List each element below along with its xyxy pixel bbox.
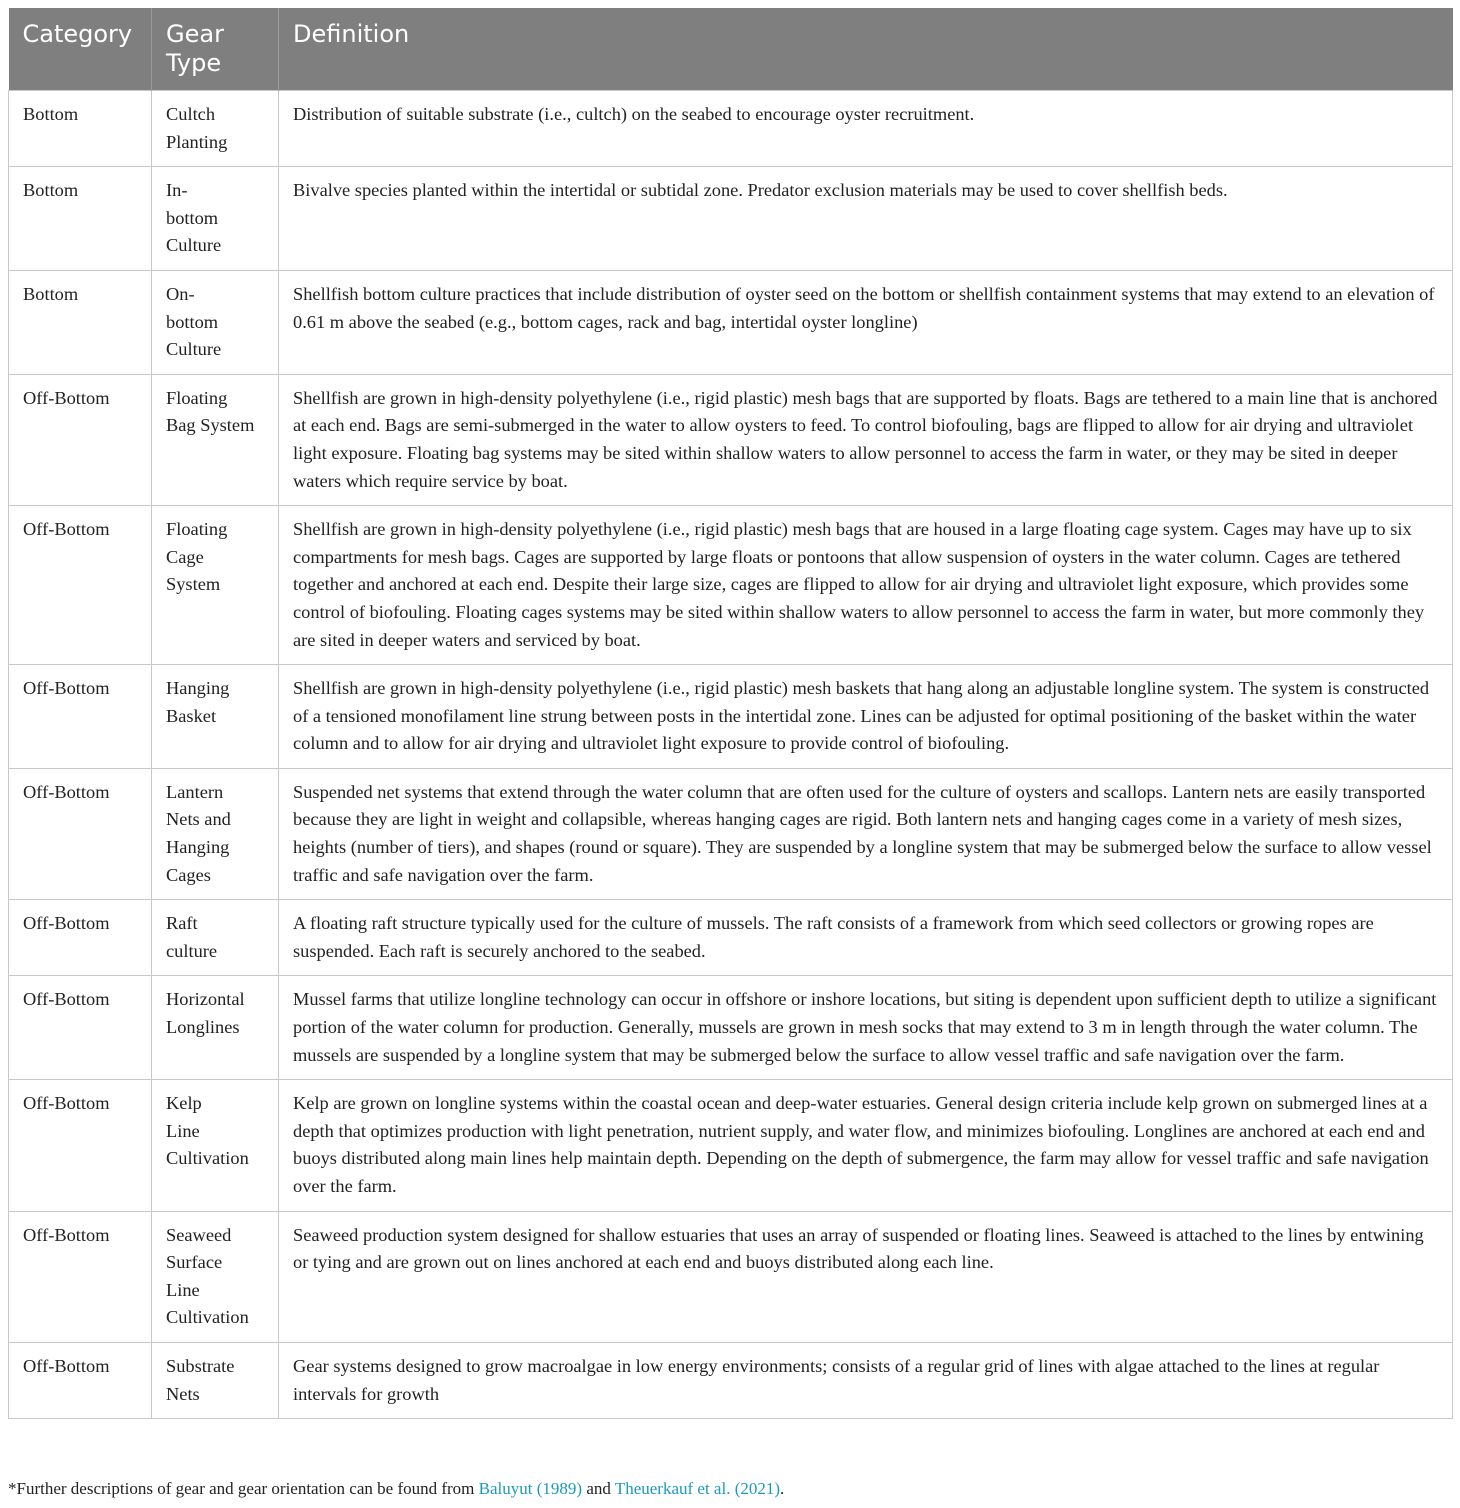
gear-type-table-container — [8, 8, 1452, 1419]
table-row — [9, 506, 1453, 665]
cell-definition: Bivalve species planted within the intertidal or subtidal zone. Predator exclusion materials may be used to cover shellfish beds. — [279, 167, 1453, 271]
table-row — [9, 900, 1453, 976]
cell-gear-type: Hanging Basket — [152, 665, 279, 769]
cell-definition: A floating raft structure typically used for the culture of mussels. The raft consists of a framework from which seed collectors or growing ropes are suspended. Each raft is securely anchored to the seabed. — [279, 900, 1453, 976]
cell-definition: Mussel farms that utilize longline technology can occur in offshore or inshore locations, but siting is dependent upon sufficient depth to utilize a significant portion of the water column for production. Generally, mussels are grown in mesh socks that may extend to 3 m in length through the water column. The mussels are suspended by a longline system that may be submerged below the surface to allow vessel traffic and safe navigation over the farm. — [279, 976, 1453, 1080]
cell-category: Off-Bottom — [9, 506, 152, 665]
header-category: Category — [9, 8, 152, 91]
cell-category: Off-Bottom — [9, 1080, 152, 1211]
cell-definition: Suspended net systems that extend through the water column that are often used for the culture of oysters and scallops. Lantern nets are easily transported because they are light in weight and collapsible, whereas hanging cages are rigid. Both lantern nets and hanging cages come in a variety of mesh sizes, heights (number of tiers), and shapes (round or square). They are suspended by a longline system that may be submerged below the surface to allow vessel traffic and safe navigation over the farm. — [279, 768, 1453, 899]
cell-definition: Shellfish bottom culture practices that include distribution of oyster seed on the bottom or shellfish containment systems that may extend to an elevation of 0.61 m above the seabed (e.g., bottom cages, rack and bag, intertidal oyster longline) — [279, 270, 1453, 374]
cell-definition: Shellfish are grown in high-density polyethylene (i.e., rigid plastic) mesh bags that are housed in a large floating cage system. Cages may have up to six compartments for mesh bags. Cages are supported by large floats or pontoons that allow suspension of oysters in the water column. Cages are tethered together and anchored at each end. Despite their large size, cages are flipped to allow for air drying and ultraviolet light exposure, which provides some control of biofouling. Floating cages systems may be sited within shallow waters to allow personnel to access the farm in water, but more commonly they are sited in deeper waters and serviced by boat. — [279, 506, 1453, 665]
footnote-suffix: . — [780, 1479, 785, 1498]
gear-type-table — [8, 8, 1453, 1419]
reference-link-theuerkauf[interactable]: Theuerkauf et al. (2021) — [614, 1479, 781, 1498]
cell-category: Bottom — [9, 270, 152, 374]
cell-gear-type: Raft culture — [152, 900, 279, 976]
header-row — [9, 8, 1453, 91]
header-definition: Definition — [279, 8, 1453, 91]
cell-definition: Shellfish are grown in high-density polyethylene (i.e., rigid plastic) mesh baskets that hang along an adjustable longline system. The system is constructed of a tensioned monofilament line strung between posts in the intertidal zone. Lines can be adjusted for optimal positioning of the basket within the water column and to allow for air drying and ultraviolet light exposure to provide control of biofouling. — [279, 665, 1453, 769]
cell-category: Off-Bottom — [9, 900, 152, 976]
table-row — [9, 167, 1453, 271]
table-row — [9, 1342, 1453, 1418]
cell-gear-type: On- bottom Culture — [152, 270, 279, 374]
cell-definition: Seaweed production system designed for shallow estuaries that uses an array of suspended or floating lines. Seaweed is attached to the lines by entwining or tying and are grown out on lines anchored at each end and buoys distributed along each line. — [279, 1211, 1453, 1342]
cell-gear-type: Floating Cage System — [152, 506, 279, 665]
cell-gear-type: Horizontal Longlines — [152, 976, 279, 1080]
header-gear-type: Gear Type — [152, 8, 279, 91]
cell-gear-type: Floating Bag System — [152, 374, 279, 505]
table-row — [9, 91, 1453, 167]
cell-gear-type: Cultch Planting — [152, 91, 279, 167]
cell-category: Off-Bottom — [9, 1211, 152, 1342]
cell-definition: Kelp are grown on longline systems within the coastal ocean and deep-water estuaries. General design criteria include kelp grown on submerged lines at a depth that optimizes production with light penetration, nutrient supply, and water flow, and minimizes biofouling. Longlines are anchored at each end and buoys distributed along main lines help maintain depth. Depending on the depth of submergence, the farm may allow for vessel traffic and safe navigation over the farm. — [279, 1080, 1453, 1211]
cell-gear-type: Kelp Line Cultivation — [152, 1080, 279, 1211]
table-header — [9, 8, 1453, 91]
cell-category: Off-Bottom — [9, 976, 152, 1080]
cell-gear-type: In- bottom Culture — [152, 167, 279, 271]
table-footnote — [8, 1477, 784, 1501]
table-row — [9, 1211, 1453, 1342]
table-row — [9, 768, 1453, 899]
cell-definition: Gear systems designed to grow macroalgae in low energy environments; consists of a regular grid of lines with algae attached to the lines at regular intervals for growth — [279, 1342, 1453, 1418]
reference-link-baluyut[interactable]: Baluyut (1989) — [478, 1479, 583, 1498]
cell-category: Off-Bottom — [9, 374, 152, 505]
table-row — [9, 976, 1453, 1080]
table-row — [9, 270, 1453, 374]
cell-definition: Shellfish are grown in high-density polyethylene (i.e., rigid plastic) mesh bags that are supported by floats. Bags are tethered to a main line that is anchored at each end. Bags are semi-submerged in the water to allow oysters to feed. To control biofouling, bags are flipped to allow for air drying and ultraviolet light exposure. Floating bag systems may be sited within shallow waters to allow personnel to access the farm in water, or they may be sited in deeper waters which require service by boat. — [279, 374, 1453, 505]
cell-gear-type: Substrate Nets — [152, 1342, 279, 1418]
table-row — [9, 665, 1453, 769]
table-row — [9, 374, 1453, 505]
cell-gear-type: Seaweed Surface Line Cultivation — [152, 1211, 279, 1342]
footnote-middle: and — [582, 1479, 615, 1498]
cell-category: Off-Bottom — [9, 1342, 152, 1418]
cell-category: Off-Bottom — [9, 768, 152, 899]
cell-category: Off-Bottom — [9, 665, 152, 769]
cell-definition: Distribution of suitable substrate (i.e., cultch) on the seabed to encourage oyster recruitment. — [279, 91, 1453, 167]
cell-gear-type: Lantern Nets and Hanging Cages — [152, 768, 279, 899]
cell-category: Bottom — [9, 167, 152, 271]
footnote-prefix: *Further descriptions of gear and gear orientation can be found from — [8, 1479, 479, 1498]
cell-category: Bottom — [9, 91, 152, 167]
table-row — [9, 1080, 1453, 1211]
table-body — [9, 91, 1453, 1419]
